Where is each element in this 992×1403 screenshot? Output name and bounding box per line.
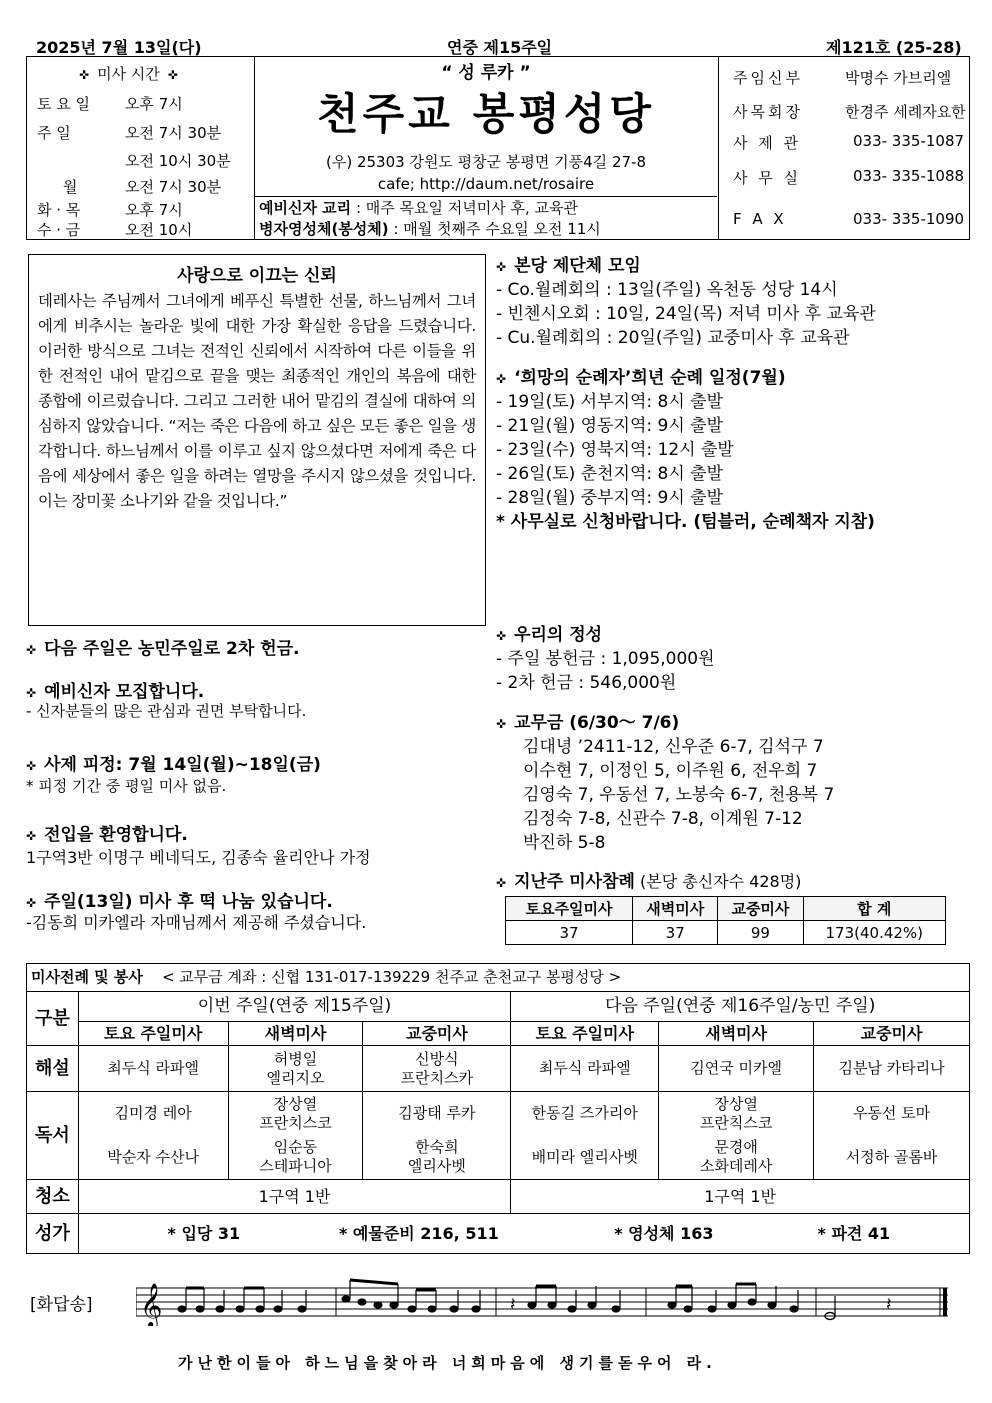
table-row	[506, 921, 946, 945]
pilgrimage-line: - 23일(수) 영북지역: 12시 출발	[496, 440, 734, 460]
table-cell: 장상열 프란치스코	[228, 1092, 363, 1136]
table-cell: 1구역 1반	[78, 1180, 511, 1214]
next-week-header: 다음 주일(연중 제16주일/농민 주일)	[511, 992, 970, 1022]
pilgrimage-line: - 28일(월) 중부지역: 9시 출발	[496, 488, 723, 508]
table-cell: 우동선 토마	[814, 1092, 970, 1136]
table-cell: 문경애 소화데레사	[659, 1136, 814, 1180]
psalm-label: [화답송]	[30, 1295, 93, 1315]
liturgy-heading: 미사전례 및 봉사 < 교무금 계좌 : 신협 131-017-139229 천주교 춘천교구 봉평성당 >	[27, 964, 970, 992]
music-staff	[136, 1278, 948, 1326]
contact-label: 사 제 관	[733, 134, 802, 152]
contact-value: 033- 335-1087	[853, 132, 965, 150]
mass-time: 오전 7시 30분	[125, 124, 222, 142]
liturgical-week: 연중 제15주일	[447, 38, 553, 57]
hymn-entry: * 파견 41	[817, 1224, 891, 1243]
table-row	[27, 1136, 970, 1180]
group-line: - Cu.월례회의 : 20일(주일) 교중미사 후 교육관	[496, 328, 850, 348]
column-header: 새벽미사	[228, 1022, 363, 1046]
reflection-title: 사랑으로 이끄는 신뢰	[177, 266, 337, 286]
table-header: 새벽미사	[633, 897, 718, 921]
table-cell: 장상열 프란칙스코	[659, 1092, 814, 1136]
table-row	[27, 964, 970, 992]
contact-label: F A X	[733, 210, 787, 228]
church-address: (우) 25303 강원도 평창군 봉평면 기풍4길 27-8	[326, 153, 646, 171]
table-cell: 김광태 루카	[363, 1092, 511, 1136]
mass-times-panel	[27, 57, 255, 239]
contact-label: 주임신부	[733, 69, 803, 87]
notice-line: 1구역3반 이명구 베네딕도, 김종숙 율리안나 가정	[26, 848, 371, 867]
dues-line: 박진하 5-8	[523, 833, 606, 853]
diamond-icon: ✜	[79, 68, 90, 82]
rest-icon: 𝄽	[886, 1294, 892, 1315]
notice-title: ✜ 사제 피정: 7월 14일(월)~18일(금)	[26, 755, 321, 775]
diamond-icon: ✜	[496, 876, 507, 890]
column-header: 교중미사	[363, 1022, 511, 1046]
mass-time: 오전 10시 30분	[125, 152, 231, 170]
hymn-entry: * 영성체 163	[614, 1224, 714, 1243]
pilgrimage-line: - 26일(토) 춘천지역: 8시 출발	[496, 464, 723, 484]
dues-line: 김영숙 7, 우동선 7, 노봉숙 6-7, 천용복 7	[523, 785, 835, 805]
table-cell: 임순동 스테파니아	[228, 1136, 363, 1180]
table-cell: 37	[633, 921, 718, 945]
table-row	[27, 1022, 970, 1046]
table-cell: 173(40.42%)	[803, 921, 945, 945]
diamond-icon: ✜	[26, 643, 37, 657]
table-row	[27, 1180, 970, 1214]
offering-line: - 2차 헌금 : 546,000원	[496, 673, 677, 693]
attendance-title: ✜ 지난주 미사참례 (본당 총신자수 428명)	[496, 872, 802, 892]
table-cell: 박순자 수산나	[78, 1136, 228, 1180]
table-cell: 한숙희 엘리사벳	[363, 1136, 511, 1180]
mass-time: 오후 7시	[125, 95, 183, 113]
issue-number: 제121호 (25-28)	[826, 38, 962, 57]
hymn-entry: * 입당 31	[167, 1224, 241, 1243]
reflection-body: 데레사는 주님께서 그녀에게 베푸신 특별한 선물, 하느님께서 그녀에게 비추시는 놀라운 빛에 대한 가장 확실한 응답을 드렸습니다. 이러한 방식으로 그녀는 전적인 신뢰에서 시작하여 다른 이들을 위한 전적인 내어 맡김으로 끝을 맺는 최종적인 개인의 복음에 대한 종합에 이르렀습니다. 그리고 그러한 내어 맡김의 결실에 대하여 의심하지 않았습니다. “저는 죽은 다음에 하고 싶은 모든 좋은 일을 생각합니다. 하느님께서 이를 이루고 싶지 않으셨다면 저에게 죽은 다음에 세상에서 좋은 일을 하려는 열망을 주시지 않으셨을 것입니다. 이는 장미꽃 소나기와 같을 것입니다.”	[38, 292, 476, 510]
mass-day: 월	[63, 178, 78, 196]
group-line: - Co.월례회의 : 13일(주일) 옥천동 성당 14시	[496, 280, 838, 300]
cleaning-label: 청소	[27, 1180, 79, 1214]
table-row	[27, 992, 970, 1022]
offering-line: - 주일 봉헌금 : 1,095,000원	[496, 649, 715, 669]
table-row	[506, 897, 946, 921]
sick-communion-notice: 병자영성체(봉성체) : 매월 첫째주 수요일 오전 11시	[259, 220, 601, 238]
dues-title: ✜ 교무금 (6/30～ 7/6)	[496, 713, 680, 733]
gubun-label: 구분	[27, 992, 79, 1046]
diamond-icon: ✜	[496, 717, 507, 731]
mass-day: 화 · 목	[37, 201, 81, 219]
notice-line: * 피정 기간 중 평일 미사 없음.	[26, 777, 227, 795]
table-cell: 37	[506, 921, 633, 945]
hymns-cell	[78, 1214, 969, 1254]
column-header: 새벽미사	[659, 1022, 814, 1046]
mass-time: 오후 7시	[125, 201, 183, 219]
church-info-panel	[255, 57, 719, 239]
diamond-icon: ✜	[26, 686, 37, 700]
table-cell: 허병일 엘리지오	[228, 1046, 363, 1092]
attendance-table	[505, 896, 946, 945]
contact-label: 사목회장	[733, 103, 803, 121]
table-cell: 1구역 1반	[511, 1180, 970, 1214]
contact-value: 박명수 가브리엘	[845, 69, 952, 87]
liturgy-table	[26, 963, 970, 1254]
table-header: 합 계	[803, 897, 945, 921]
notice-line: -김동희 미카엘라 자매님께서 제공해 주셨습니다.	[26, 913, 367, 932]
table-cell: 김분남 카타리나	[814, 1046, 970, 1092]
column-header: 토요 주일미사	[511, 1022, 659, 1046]
table-row	[27, 1092, 970, 1136]
diamond-icon: ✜	[496, 260, 507, 274]
diamond-icon: ✜	[496, 372, 507, 386]
contact-value: 033- 335-1090	[853, 210, 965, 228]
groups-title: ✜ 본당 제단체 모임	[496, 256, 641, 276]
catechumen-notice: 예비신자 교리 : 매주 목요일 저녁미사 후, 교육관	[259, 199, 578, 217]
contact-value: 033- 335-1088	[853, 167, 965, 185]
diamond-icon: ✜	[496, 629, 507, 643]
dues-line: 김정숙 7-8, 신관수 7-8, 이계원 7-12	[523, 809, 803, 829]
table-row	[27, 1046, 970, 1092]
notice-title: ✜ 다음 주일은 농민주일로 2차 헌금.	[26, 639, 300, 659]
table-cell: 신방식 프란치스카	[363, 1046, 511, 1092]
notice-title: ✜ 전입을 환영합니다.	[26, 825, 188, 845]
pilgrimage-line: - 19일(토) 서부지역: 8시 출발	[496, 392, 723, 412]
mass-time: 오전 10시	[125, 221, 193, 239]
diamond-icon: ✜	[26, 829, 37, 843]
offering-title: ✜ 우리의 정성	[496, 625, 603, 645]
mass-day: 수 · 금	[37, 221, 81, 239]
bulletin-date: 2025년 7월 13일(다)	[36, 38, 202, 57]
dues-line: 김대녕 ’2411-12, 신우준 6-7, 김석구 7	[523, 737, 824, 757]
psalm-lyrics: 가난한이들아 하느님을찾아라 너희마음에 생기를돋우어 라.	[178, 1354, 717, 1372]
rest-icon: 𝄽	[510, 1294, 516, 1315]
church-name: 천주교 봉평성당	[317, 90, 655, 140]
diamond-icon: ✜	[26, 759, 37, 773]
hymn-entry: * 예물준비 216, 511	[338, 1224, 499, 1243]
reading-label: 독서	[27, 1092, 79, 1180]
pilgrimage-title: ✜ ‘희망의 순례자’희년 순례 일정(7월)	[496, 368, 786, 388]
table-cell: 김연국 미카엘	[659, 1046, 814, 1092]
table-cell: 서정하 골롬바	[814, 1136, 970, 1180]
table-row	[27, 1214, 970, 1254]
pilgrimage-note: * 사무실로 신청바랍니다. (텀블러, 순례책자 지참)	[496, 512, 875, 532]
hymn-label: 성가	[27, 1214, 79, 1254]
header-box	[26, 56, 970, 240]
commentary-label: 해설	[27, 1046, 79, 1092]
reflection-box	[28, 254, 486, 626]
table-cell: 김미경 레아	[78, 1092, 228, 1136]
table-cell: 한동길 즈가리아	[511, 1092, 659, 1136]
mass-times-title: ✜ 미사 시간 ✜	[79, 65, 178, 83]
contact-label: 사 무 실	[733, 169, 802, 187]
patron-saint: “ 성 루카 ”	[441, 63, 531, 83]
table-cell: 99	[718, 921, 803, 945]
this-week-header: 이번 주일(연중 제15주일)	[78, 992, 511, 1022]
table-header: 토요주일미사	[506, 897, 633, 921]
contact-value: 한경주 세례자요한	[845, 103, 966, 121]
dues-line: 이수현 7, 이정인 5, 이주원 6, 전우희 7	[523, 761, 818, 781]
cafe-url[interactable]: cafe; http://daum.net/rosaire	[377, 175, 595, 193]
contacts-panel	[719, 57, 969, 239]
group-line: - 빈첸시오회 : 10일, 24일(목) 저녁 미사 후 교육관	[496, 304, 876, 324]
notice-title: ✜ 예비신자 모집합니다.	[26, 682, 205, 702]
table-cell: 최두식 라파엘	[78, 1046, 228, 1092]
diamond-icon: ✜	[26, 896, 37, 910]
table-cell: 최두식 라파엘	[511, 1046, 659, 1092]
table-cell: 배미라 엘리사벳	[511, 1136, 659, 1180]
column-header: 토요 주일미사	[78, 1022, 228, 1046]
notice-line: - 신자분들의 많은 관심과 권면 부탁합니다.	[26, 702, 307, 720]
mass-day: 토 요 일	[37, 95, 91, 113]
table-header: 교중미사	[718, 897, 803, 921]
treble-clef-icon: 𝄞	[140, 1283, 163, 1326]
mass-time: 오전 7시 30분	[125, 178, 222, 196]
column-header: 교중미사	[814, 1022, 970, 1046]
pilgrimage-line: - 21일(월) 영동지역: 9시 출발	[496, 416, 723, 436]
diamond-icon: ✜	[167, 68, 178, 82]
notice-title: ✜ 주일(13일) 미사 후 떡 나눔 있습니다.	[26, 892, 333, 912]
mass-day: 주 일	[37, 124, 71, 142]
